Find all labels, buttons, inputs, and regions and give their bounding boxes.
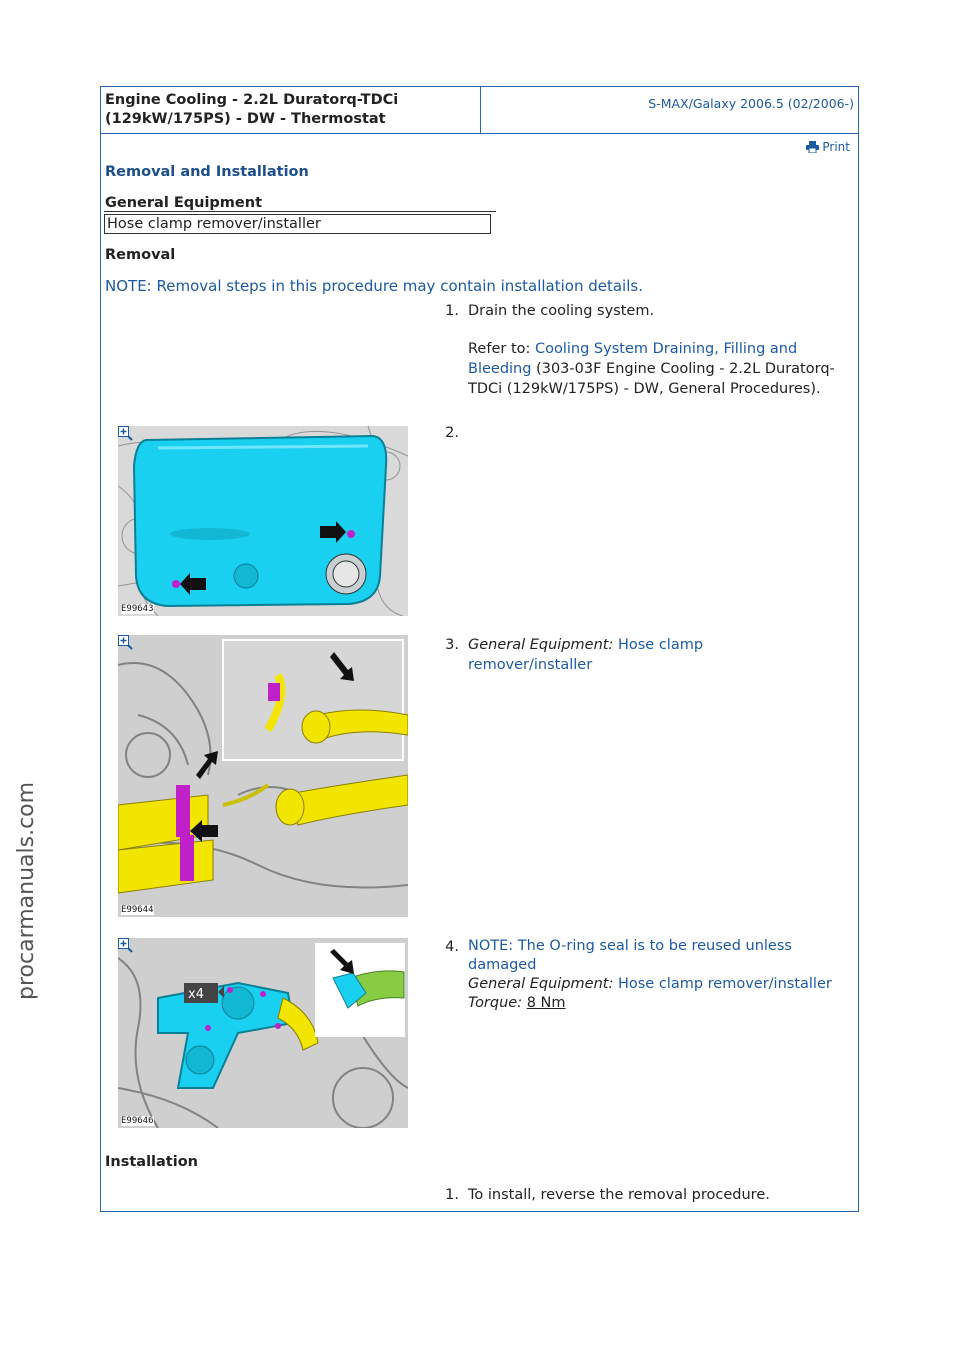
step-number: 3. (445, 637, 459, 653)
step-number: 2. (445, 425, 459, 441)
document-frame (100, 86, 859, 1212)
header-divider (480, 87, 481, 133)
step-number: 4. (445, 939, 459, 955)
equipment-label: General Equipment: (468, 976, 618, 992)
image-caption: E99646 (121, 1116, 154, 1126)
zoom-icon[interactable] (118, 426, 133, 441)
printer-icon (806, 141, 819, 153)
step-body (468, 635, 748, 675)
torque-value: 8 Nm (526, 995, 566, 1011)
step-body (468, 937, 848, 1013)
o-ring-note: NOTE: The O-ring seal is to be reused unless damaged (468, 938, 792, 973)
hose-clamp-link[interactable]: Hose clamp remover/installer (468, 637, 704, 673)
torque-label: Torque: (468, 995, 527, 1011)
page-title: Engine Cooling - 2.2L Duratorq-TDCi (129kW/175PS) - DW - Thermostat (105, 92, 399, 127)
quantity-badge: x4 (188, 987, 204, 1002)
equipment-rule (104, 211, 496, 212)
step-3-image[interactable] (118, 635, 408, 917)
installation-heading: Installation (105, 1154, 198, 1170)
page-header (101, 87, 858, 134)
zoom-icon[interactable] (118, 635, 133, 650)
watermark-text: procarmanuals.com (14, 781, 39, 1000)
step-number: 1. (445, 303, 459, 319)
print-label: Print (822, 140, 850, 154)
equipment-label: General Equipment: (468, 637, 618, 653)
step-text: To install, reverse the removal procedure. (468, 1187, 770, 1203)
removal-note: NOTE: Removal steps in this procedure may contain installation details. (105, 277, 643, 295)
step-4-image[interactable] (118, 938, 408, 1128)
section-title: Removal and Installation (105, 164, 309, 180)
zoom-icon[interactable] (118, 938, 133, 953)
hose-clamp-link[interactable]: Hose clamp remover/installer (617, 976, 832, 992)
refer-suffix: (303-03F Engine Cooling - 2.2L Duratorq-TDCi (129kW/175PS) - DW, General Procedures). (468, 361, 835, 397)
removal-heading: Removal (105, 247, 176, 263)
step-reference (468, 339, 848, 399)
general-equipment-heading: General Equipment (105, 195, 263, 211)
step-number: 1. (445, 1187, 459, 1203)
step-body (468, 301, 848, 399)
vehicle-model: S-MAX/Galaxy 2006.5 (02/2006-) (648, 96, 854, 111)
refer-prefix: Refer to: (468, 341, 535, 357)
image-caption: E99644 (121, 905, 154, 915)
equipment-item: Hose clamp remover/installer (104, 214, 491, 234)
print-link[interactable] (806, 140, 850, 154)
step-text: Drain the cooling system. (468, 303, 655, 319)
image-caption: E99643 (121, 604, 154, 614)
step-2-image[interactable] (118, 426, 408, 616)
cooling-system-link[interactable]: Cooling System Draining, Filling and Bleeding (468, 341, 798, 377)
